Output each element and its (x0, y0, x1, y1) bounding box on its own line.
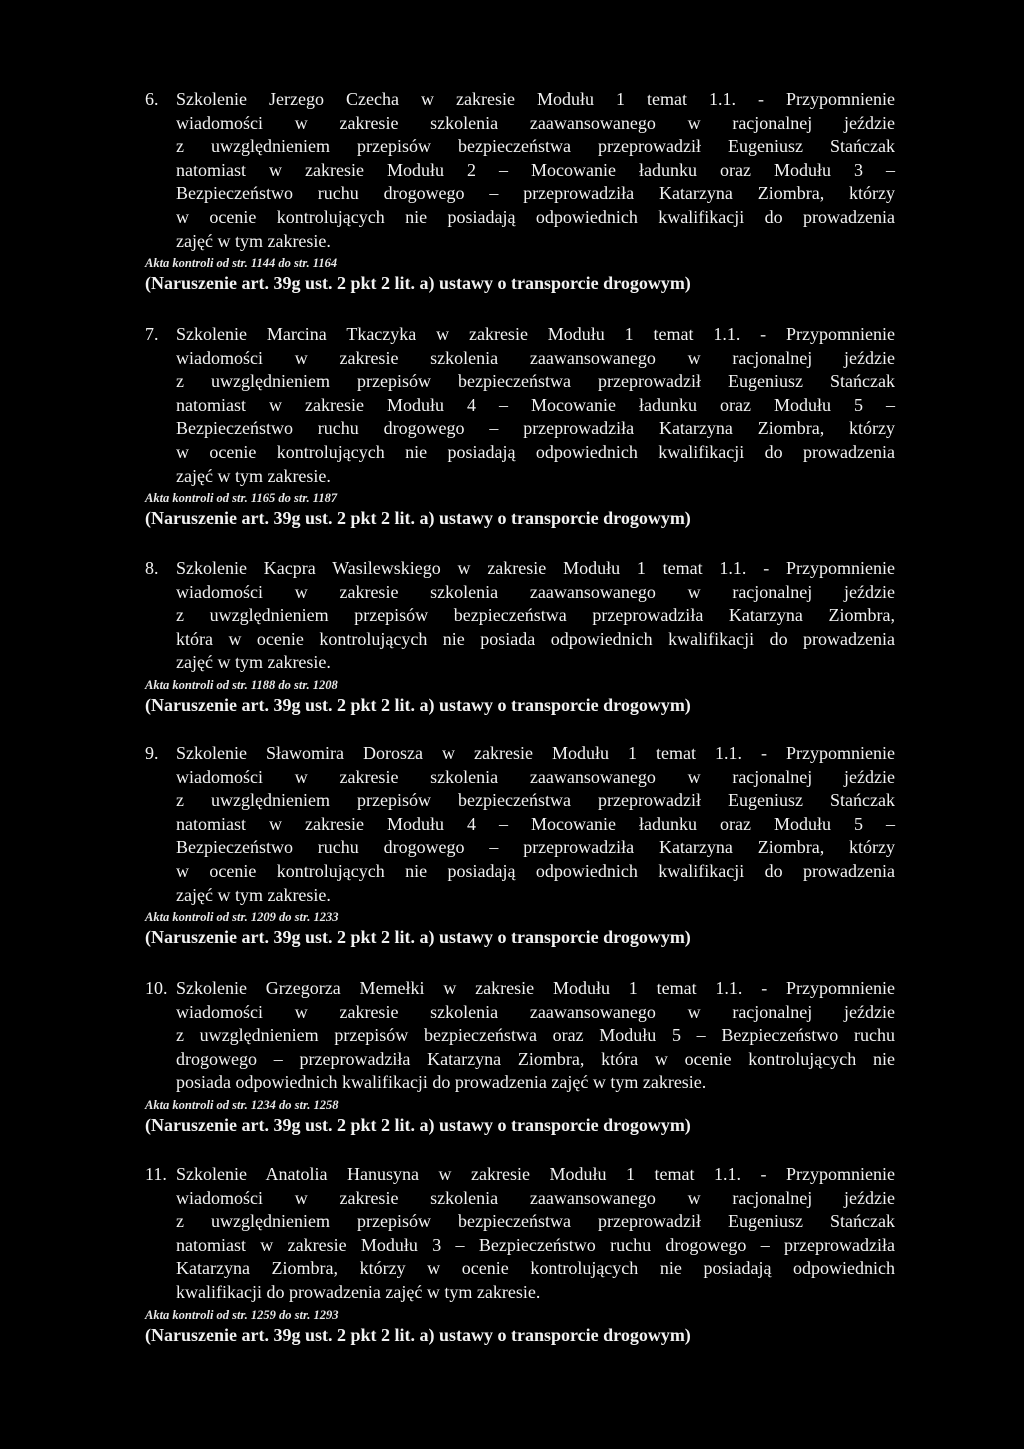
item-text (176, 88, 895, 253)
violation-note: (Naruszenie art. 39g ust. 2 pkt 2 lit. a) ustawy o transporcie drogowym) (145, 508, 691, 529)
text-line: zajęć w tym zakresie. (176, 884, 331, 905)
text-line: z uwzględnieniem przepisów bezpieczeństwa przeprowadził Eugeniusz Stańczak (176, 790, 895, 811)
text-line: Bezpieczeństwo ruchu drogowego – przeprowadziła Katarzyna Ziombra, którzy (176, 418, 895, 439)
akta-reference: Akta kontroli od str. 1259 do str. 1293 (145, 1307, 339, 1322)
item-text (176, 323, 895, 488)
text-line: natomiast w zakresie Modułu 3 – Bezpieczeństwo ruchu drogowego – przeprowadziła (176, 1234, 895, 1255)
text-line: wiadomości w zakresie szkolenia zaawansowanego w racjonalnej jeździe (176, 1187, 895, 1208)
violation-note: (Naruszenie art. 39g ust. 2 pkt 2 lit. a) ustawy o transporcie drogowym) (145, 1324, 691, 1345)
text-line: w ocenie kontrolujących nie posiadają odpowiednich kwalifikacji do prowadzenia (176, 441, 895, 462)
text-line: z uwzględnieniem przepisów bezpieczeństwa przeprowadziła Katarzyna Ziombra, (176, 605, 895, 626)
list-item (145, 977, 895, 1136)
text-line: Szkolenie Jerzego Czecha w zakresie Modułu 1 temat 1.1. - Przypomnienie (176, 89, 895, 109)
item-text (176, 1163, 895, 1305)
item-number: 8. (145, 558, 159, 578)
akta-reference: Akta kontroli od str. 1234 do str. 1258 (145, 1097, 339, 1112)
text-line: z uwzględnieniem przepisów bezpieczeństwa przeprowadził Eugeniusz Stańczak (176, 136, 895, 157)
text-line: Katarzyna Ziombra, którzy w ocenie kontrolujących nie posiadają odpowiednich (176, 1258, 895, 1279)
text-line: Szkolenie Sławomira Dorosza w zakresie Modułu 1 temat 1.1. - Przypomnienie (176, 743, 895, 763)
akta-reference: Akta kontroli od str. 1144 do str. 1164 (145, 256, 338, 271)
text-line: posiada odpowiednich kwalifikacji do prowadzenia zajęć w tym zakresie. (176, 1072, 707, 1093)
text-line: wiadomości w zakresie szkolenia zaawansowanego w racjonalnej jeździe (176, 581, 895, 602)
text-line: zajęć w tym zakresie. (176, 652, 331, 673)
akta-reference: Akta kontroli od str. 1209 do str. 1233 (145, 910, 339, 925)
text-line: z uwzględnieniem przepisów bezpieczeństwa przeprowadził Eugeniusz Stańczak (176, 371, 895, 392)
text-line: drogowego – przeprowadziła Katarzyna Ziombra, która w ocenie kontrolujących nie (176, 1048, 895, 1069)
violation-note: (Naruszenie art. 39g ust. 2 pkt 2 lit. a) ustawy o transporcie drogowym) (145, 927, 691, 948)
violation-note: (Naruszenie art. 39g ust. 2 pkt 2 lit. a) ustawy o transporcie drogowym) (145, 273, 691, 294)
text-line: Szkolenie Anatolia Hanusyna w zakresie Modułu 1 temat 1.1. - Przypomnienie (176, 1164, 895, 1184)
text-line: wiadomości w zakresie szkolenia zaawansowanego w racjonalnej jeździe (176, 1001, 895, 1022)
item-number: 7. (145, 324, 159, 344)
text-line: która w ocenie kontrolujących nie posiada odpowiednich kwalifikacji do prowadzenia (176, 628, 895, 649)
text-line: Szkolenie Kacpra Wasilewskiego w zakresie Modułu 1 temat 1.1. - Przypomnienie (176, 558, 895, 578)
text-line: z uwzględnieniem przepisów bezpieczeństwa przeprowadził Eugeniusz Stańczak (176, 1211, 895, 1232)
list-item (145, 88, 895, 294)
text-line: Szkolenie Grzegorza Memełki w zakresie Modułu 1 temat 1.1. - Przypomnienie (176, 978, 895, 998)
akta-reference: Akta kontroli od str. 1188 do str. 1208 (145, 677, 338, 692)
list-item (145, 557, 895, 716)
violation-note: (Naruszenie art. 39g ust. 2 pkt 2 lit. a) ustawy o transporcie drogowym) (145, 694, 691, 715)
text-line: Szkolenie Marcina Tkaczyka w zakresie Modułu 1 temat 1.1. - Przypomnienie (176, 324, 895, 344)
text-line: kwalifikacji do prowadzenia zajęć w tym zakresie. (176, 1281, 541, 1302)
list-item (145, 323, 895, 529)
item-text (176, 742, 895, 907)
text-line: natomiast w zakresie Modułu 4 – Mocowanie ładunku oraz Modułu 5 – (176, 813, 895, 834)
text-line: wiadomości w zakresie szkolenia zaawansowanego w racjonalnej jeździe (176, 347, 895, 368)
text-line: Bezpieczeństwo ruchu drogowego – przeprowadziła Katarzyna Ziombra, którzy (176, 837, 895, 858)
item-number: 10. (145, 978, 168, 998)
item-number: 6. (145, 89, 159, 109)
text-line: wiadomości w zakresie szkolenia zaawansowanego w racjonalnej jeździe (176, 112, 895, 133)
text-line: natomiast w zakresie Modułu 4 – Mocowanie ładunku oraz Modułu 5 – (176, 394, 895, 415)
item-text (176, 977, 895, 1095)
text-line: w ocenie kontrolujących nie posiadają odpowiednich kwalifikacji do prowadzenia (176, 206, 895, 227)
text-line: natomiast w zakresie Modułu 2 – Mocowanie ładunku oraz Modułu 3 – (176, 159, 895, 180)
violation-note: (Naruszenie art. 39g ust. 2 pkt 2 lit. a) ustawy o transporcie drogowym) (145, 1114, 691, 1135)
item-number: 11. (145, 1164, 167, 1184)
text-line: zajęć w tym zakresie. (176, 230, 331, 251)
item-number: 9. (145, 743, 159, 763)
text-line: z uwzględnieniem przepisów bezpieczeństwa oraz Modułu 5 – Bezpieczeństwo ruchu (176, 1025, 895, 1046)
item-text (176, 557, 895, 675)
text-line: Bezpieczeństwo ruchu drogowego – przeprowadziła Katarzyna Ziombra, którzy (176, 183, 895, 204)
list-item (145, 1163, 895, 1346)
list-item (145, 742, 895, 948)
text-line: w ocenie kontrolujących nie posiadają odpowiednich kwalifikacji do prowadzenia (176, 860, 895, 881)
akta-reference: Akta kontroli od str. 1165 do str. 1187 (145, 491, 338, 506)
text-line: zajęć w tym zakresie. (176, 465, 331, 486)
text-line: wiadomości w zakresie szkolenia zaawansowanego w racjonalnej jeździe (176, 766, 895, 787)
